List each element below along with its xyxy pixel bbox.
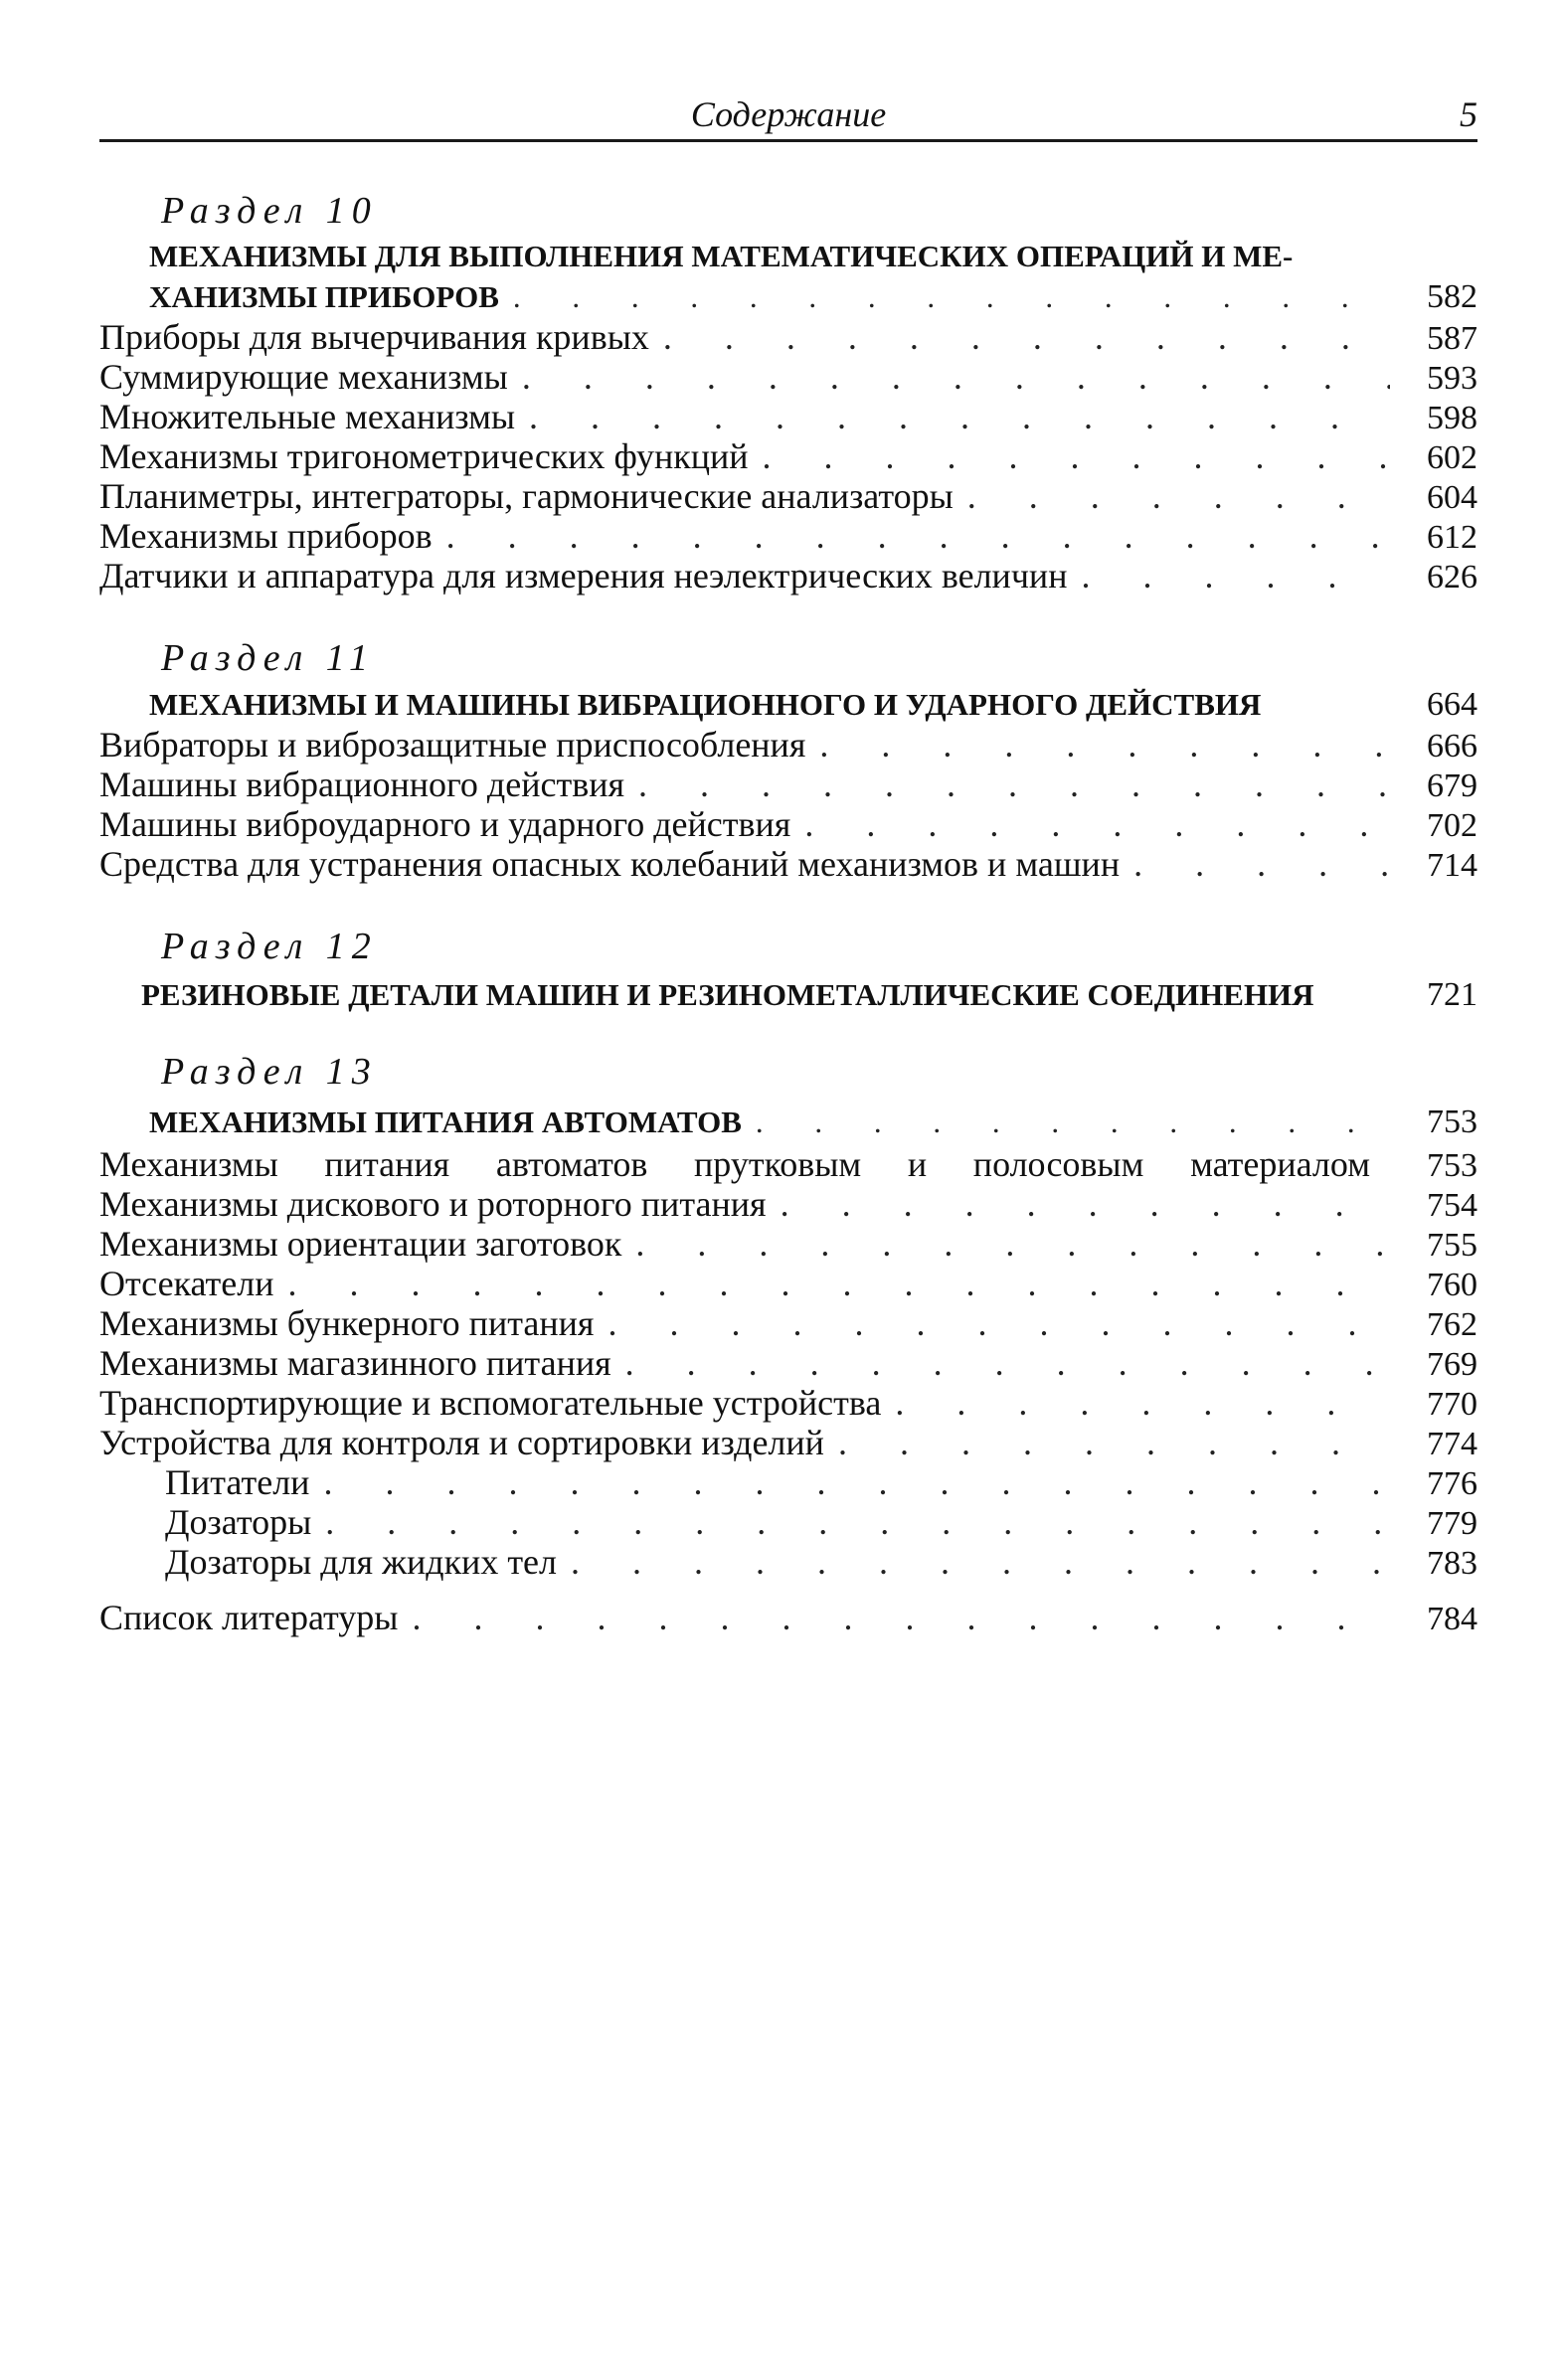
dot-leader xyxy=(1133,843,1390,885)
toc-entry-page: 721 xyxy=(1427,976,1477,1013)
toc-entry-title: Машины вибрационного действия xyxy=(99,765,625,804)
toc-entry-title: Множительные механизмы xyxy=(99,397,516,436)
toc-entry-page: 753 xyxy=(1427,1104,1477,1140)
toc-subentry[interactable] xyxy=(165,1541,1477,1585)
toc-entry-title: Устройства для контроля и сортировки изделий xyxy=(99,1423,824,1462)
toc-entry-bibliography[interactable] xyxy=(99,1597,1477,1640)
toc-entry-title: Механизмы питания автоматов прутковым и полосовым материалом xyxy=(99,1144,1370,1184)
dot-leader xyxy=(571,1541,1390,1583)
toc-entry[interactable] xyxy=(99,1143,1477,1187)
toc-entry-title: РЕЗИНОВЫЕ ДЕТАЛИ МАШИН И РЕЗИНОМЕТАЛЛИЧЕСКИЕ СОЕДИНЕНИЯ xyxy=(141,977,1314,1012)
toc-entry-page: 602 xyxy=(1427,439,1477,476)
toc-entry-title: Средства для устранения опасных колебаний механизмов и машин xyxy=(99,844,1121,884)
toc-entry[interactable] xyxy=(99,1382,1477,1426)
toc-entry-title: Суммирующие механизмы xyxy=(99,357,508,397)
toc-entry[interactable] xyxy=(99,724,1477,767)
toc-entry-page: 666 xyxy=(1427,728,1477,765)
toc-entry[interactable] xyxy=(99,1302,1477,1346)
dot-leader xyxy=(446,515,1390,557)
toc-entry-title: Дозаторы xyxy=(165,1502,312,1542)
toc-entry[interactable] xyxy=(99,1183,1477,1227)
toc-entry[interactable] xyxy=(99,555,1477,598)
toc-entry[interactable] xyxy=(99,475,1477,519)
dot-leader xyxy=(608,1302,1390,1344)
toc-entry-page: 587 xyxy=(1427,320,1477,357)
section-title-line: МЕХАНИЗМЫ ДЛЯ ВЫПОЛНЕНИЯ МАТЕМАТИЧЕСКИХ ОПЕРАЦИЙ И МЕ- xyxy=(149,239,1294,273)
toc-entry-page: 626 xyxy=(1427,559,1477,595)
toc-entry-title: МЕХАНИЗМЫ И МАШИНЫ ВИБРАЦИОННОГО И УДАРНОГО ДЕЙСТВИЯ xyxy=(149,687,1262,722)
toc-entry[interactable] xyxy=(99,1263,1477,1306)
section-heading: Раздел 13 xyxy=(161,1051,378,1093)
toc-entry-page: 760 xyxy=(1427,1267,1477,1303)
toc-entry-page: 679 xyxy=(1427,767,1477,804)
toc-entry-title: Вибраторы и виброзащитные приспособления xyxy=(99,725,806,765)
toc-entry-page: 604 xyxy=(1427,479,1477,516)
toc-entry[interactable] xyxy=(99,515,1477,559)
toc-entry[interactable] xyxy=(99,1422,1477,1465)
toc-entry-title: ХАНИЗМЫ ПРИБОРОВ xyxy=(149,279,499,314)
toc-entry-page: 776 xyxy=(1427,1465,1477,1502)
toc-entry[interactable] xyxy=(99,1342,1477,1386)
toc-entry-title: Датчики и аппаратура для измерения неэлектрических величин xyxy=(99,556,1068,595)
section-heading: Раздел 12 xyxy=(161,926,378,967)
section-heading: Раздел 11 xyxy=(161,637,375,679)
dot-leader xyxy=(804,803,1390,845)
header-title: Содержание xyxy=(690,94,887,134)
toc-entry-page: 714 xyxy=(1427,847,1477,884)
toc-entry-title: Планиметры, интеграторы, гармонические анализаторы xyxy=(99,476,954,516)
toc-entry[interactable] xyxy=(99,764,1477,807)
toc-subentry[interactable] xyxy=(165,1461,1477,1505)
toc-entry-page: 784 xyxy=(1427,1601,1477,1637)
dot-leader xyxy=(513,279,1390,315)
toc-subentry[interactable] xyxy=(165,1501,1477,1545)
toc-entry-title: Список литературы xyxy=(99,1598,399,1637)
toc-entry[interactable] xyxy=(99,316,1477,360)
toc-entry-page: 770 xyxy=(1427,1386,1477,1423)
dot-leader xyxy=(1081,555,1390,596)
toc-entry[interactable] xyxy=(99,396,1477,439)
toc-entry-page: 754 xyxy=(1427,1187,1477,1224)
section-heading: Раздел 10 xyxy=(161,190,378,232)
toc-entry-title: Питатели xyxy=(165,1462,310,1502)
toc-entry-page: 779 xyxy=(1427,1505,1477,1542)
toc-entry-title: Машины виброударного и ударного действия xyxy=(99,804,791,844)
dot-leader xyxy=(412,1597,1390,1638)
toc-entry-page: 593 xyxy=(1427,360,1477,397)
toc-entry-title: Механизмы ориентации заготовок xyxy=(99,1224,622,1264)
dot-leader xyxy=(635,1223,1390,1265)
toc-entry[interactable] xyxy=(99,803,1477,847)
toc-entry-title: Транспортирующие и вспомогательные устройства xyxy=(99,1383,882,1423)
dot-leader xyxy=(967,475,1390,517)
dot-leader xyxy=(325,1501,1390,1543)
page-header xyxy=(99,87,1477,142)
toc-entry[interactable] xyxy=(99,435,1477,479)
toc-entry-page: 783 xyxy=(1427,1545,1477,1582)
toc-entry[interactable] xyxy=(99,843,1477,887)
dot-leader xyxy=(288,1263,1391,1304)
dot-leader xyxy=(763,435,1390,477)
toc-entry-title: Механизмы приборов xyxy=(99,516,433,556)
toc-entry-page: 769 xyxy=(1427,1346,1477,1383)
header-page-number: 5 xyxy=(1460,94,1477,134)
dot-leader xyxy=(625,1342,1390,1384)
dot-leader xyxy=(781,1183,1390,1225)
toc-entry[interactable] xyxy=(99,1223,1477,1267)
toc-entry-title: Механизмы магазинного питания xyxy=(99,1343,611,1383)
toc-entry[interactable] xyxy=(149,1104,1477,1147)
toc-entry-page: 598 xyxy=(1427,400,1477,436)
dot-leader xyxy=(522,356,1390,398)
toc-entry-title: Механизмы дискового и роторного питания xyxy=(99,1184,767,1224)
toc-entry-title: Механизмы бункерного питания xyxy=(99,1303,595,1343)
toc-entry[interactable] xyxy=(141,976,1477,1020)
toc-entry-title: Отсекатели xyxy=(99,1264,274,1303)
dot-leader xyxy=(838,1422,1390,1463)
toc-entry-title: МЕХАНИЗМЫ ПИТАНИЯ АВТОМАТОВ xyxy=(149,1105,742,1139)
toc-entry-page: 612 xyxy=(1427,519,1477,556)
toc-entry-page: 774 xyxy=(1427,1426,1477,1462)
dot-leader xyxy=(663,316,1390,358)
toc-entry[interactable] xyxy=(99,356,1477,400)
toc-entry-page: 755 xyxy=(1427,1227,1477,1264)
toc-entry-page: 582 xyxy=(1427,278,1477,315)
dot-leader xyxy=(323,1461,1390,1503)
toc-entry-page: 762 xyxy=(1427,1306,1477,1343)
dot-leader xyxy=(529,396,1390,437)
toc-entry-page: 753 xyxy=(1427,1147,1477,1184)
toc-entry-title: Приборы для вычерчивания кривых xyxy=(99,317,649,357)
toc-entry-page: 702 xyxy=(1427,807,1477,844)
toc-entry-title: Механизмы тригонометрических функций xyxy=(99,436,749,476)
dot-leader xyxy=(895,1382,1390,1424)
dot-leader xyxy=(819,724,1390,765)
dot-leader xyxy=(756,1105,1390,1140)
dot-leader xyxy=(638,764,1390,805)
toc-entry-title: Дозаторы для жидких тел xyxy=(165,1542,557,1582)
toc-entry-page: 664 xyxy=(1427,686,1477,723)
